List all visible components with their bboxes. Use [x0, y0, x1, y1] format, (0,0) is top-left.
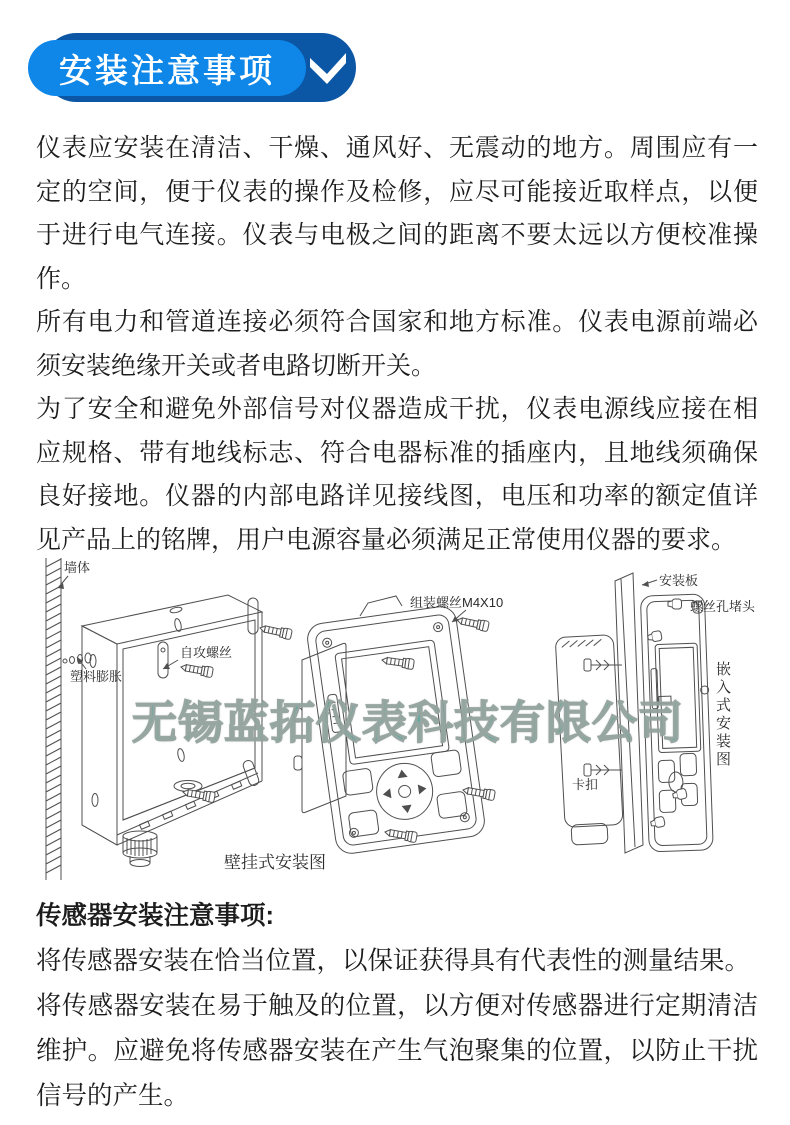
- banner-title-pill: [28, 40, 306, 96]
- label-wall: 墙体: [64, 560, 91, 575]
- label-self-tapping-screw: 自攻螺丝: [180, 645, 233, 660]
- label-screw-hole-plug: 螺丝孔堵头: [690, 599, 756, 614]
- caption-embedded-mount: 嵌入式安装图: [714, 661, 731, 769]
- label-plastic-anchor: 塑料膨胀: [70, 669, 123, 684]
- label-mounting-plate: 安装板: [659, 573, 699, 588]
- sensor-paragraph-1: 将传感器安装在恰当位置，以保证获得具有代表性的测量结果。: [36, 947, 751, 975]
- plastic-anchor-drawing: [63, 653, 91, 664]
- label-snap-clip: 卡扣: [572, 777, 599, 792]
- sensor-paragraph-2: 将传感器安装在易于触及的位置，以方便对传感器进行定期清洁维护。应避免将传感器安装在产生气泡聚集的位置，以防止干扰信号的产生。: [36, 992, 758, 1110]
- watermark: 无锡蓝拓仪表科技有限公司: [132, 697, 685, 748]
- intro-text: [36, 127, 758, 562]
- intro-paragraph-3: 为了安全和避免外部信号对仪器造成干扰，仪表电源线应接在相应规格、带有地线标志、符合电器标准的插座内，且地线须确保良好接地。仪器的内部电路详见接线图，电压和功率的额定值详见产品上的铭牌，用户电源容量必须满足正常使用仪器的要求。: [36, 395, 758, 554]
- sensor-section: [36, 894, 758, 1119]
- intro-paragraph-2: 所有电力和管道连接必须符合国家和地方标准。仪表电源前端必须安装绝缘开关或者电路切断开关。: [36, 308, 758, 380]
- label-arrows: [58, 576, 657, 669]
- chevron-down-icon[interactable]: [306, 49, 350, 87]
- installation-diagram: [0, 548, 790, 893]
- sensor-heading: 传感器安装注意事项:: [36, 902, 274, 930]
- caption-wall-mount: 壁挂式安装图: [224, 853, 326, 872]
- intro-paragraph-1: 仪表应安装在清洁、干燥、通风好、无震动的地方。周围应有一定的空间，便于仪表的操作及检修，应尽可能接近取样点，以便于进行电气连接。仪表与电极之间的距离不要太远以方便校准操作。: [36, 134, 758, 293]
- label-assembly-screw: 组装螺丝M4X10: [410, 595, 504, 610]
- section-header-banner[interactable]: [0, 0, 790, 118]
- section-title: 安装注意事项: [59, 51, 275, 89]
- wall-drawing: [46, 558, 61, 880]
